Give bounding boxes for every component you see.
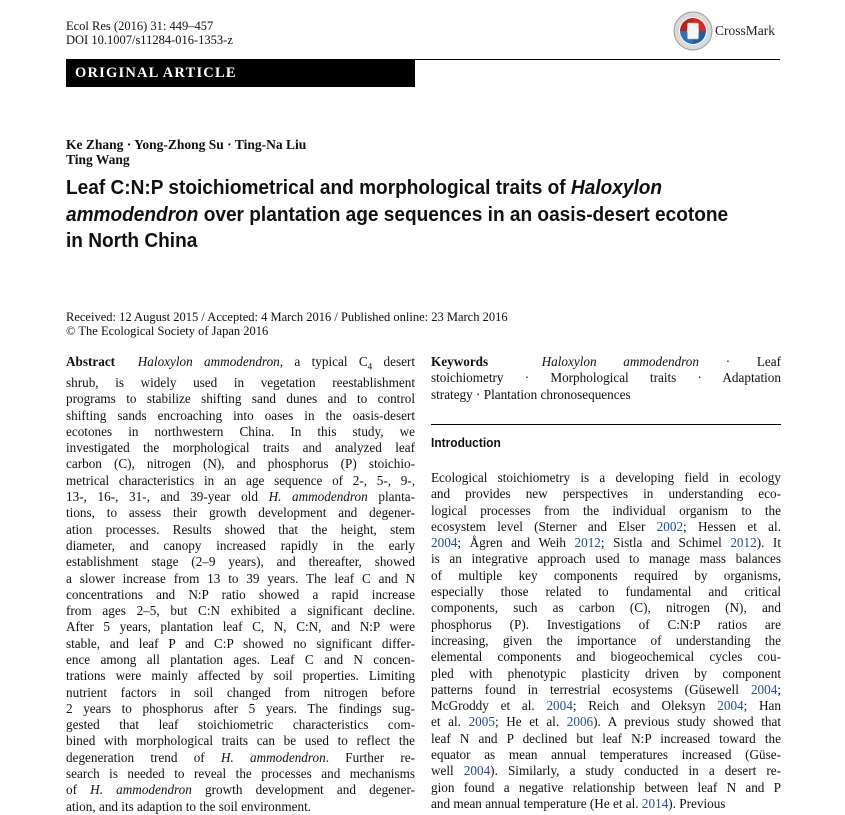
citation-link[interactable]: 2004 xyxy=(546,698,573,714)
introduction-line: is an integrative approach used to manage mass balances xyxy=(431,551,781,567)
publication-history: Received: 12 August 2015 / Accepted: 4 March 2016 / Published online: 23 March 2016 xyxy=(66,310,508,324)
introduction-line: et al. 2005; He et al. 2006). A previous study showed that xyxy=(431,714,781,730)
introduction-line: pled with phenotypic plasticity driven by component xyxy=(431,665,781,681)
article-type-bar xyxy=(66,59,415,87)
abstract-line: Abstract Haloxylon ammodendron, a typical $C_4$ desert xyxy=(66,354,415,372)
introduction-line: of multiple key components required by organisms, xyxy=(431,567,781,583)
introduction-line: logical processes from the individual organism to the xyxy=(431,502,781,518)
title-species-epithet: ammodendron xyxy=(66,202,199,226)
keywords-line-3: strategy · Plantation chronosequences xyxy=(431,386,631,402)
abstract-line: ence among all plantation ages. Leaf C and N concen- xyxy=(66,651,415,667)
abstract-line: concentrations and N:P ratio showed a rapid increase xyxy=(66,586,415,602)
abstract-line: shifting sands encroaching into oases in the oasis-desert xyxy=(66,407,415,423)
citation-link[interactable]: 2004 xyxy=(750,681,778,697)
article-title xyxy=(66,175,736,255)
keyword-species: Haloxylon ammodendron xyxy=(541,354,699,369)
header-rule xyxy=(415,59,780,60)
authors-line-2: Ting Wang xyxy=(66,152,130,167)
abstract-line: programs to stabilize shifting sand dunes and to control xyxy=(66,391,415,407)
abstract-line: diameter, and canopy increased rapidly in the early xyxy=(66,537,415,553)
abstract-line: stable, and leaf P and C:P showed no significant differ- xyxy=(66,635,415,651)
citation-link[interactable]: 2004 xyxy=(431,535,458,551)
citation-link[interactable]: 2014 xyxy=(641,795,669,811)
abstract-line: a slower increase from 13 to 39 years. The leaf C and N xyxy=(66,570,415,586)
title-part: Leaf C:N:P stoichiometrical and morphological traits of xyxy=(66,176,571,199)
abstract-line: 2 years to phosphorus after 5 years. The findings sug- xyxy=(66,700,415,716)
article-type: ORIGINAL ARTICLE xyxy=(75,65,237,81)
citation-link[interactable]: 2012 xyxy=(730,535,757,551)
section-rule xyxy=(431,424,781,425)
abstract-line: shrub, is widely used in vegetation reestablishment xyxy=(66,374,415,390)
abstract-line: search is needed to reveal the processes and mechanisms xyxy=(66,766,415,782)
introduction-line: increasing, given the importance of understanding the xyxy=(431,632,781,648)
introduction-line: especially those related to fundamental and critical xyxy=(431,584,781,600)
abstract-line: metrical characteristics in an age sequence of 2-, 5-, 9-, xyxy=(66,472,415,488)
abstract-line: ecotones in northwestern China. In this study, we xyxy=(66,423,415,439)
introduction-line: leaf N and P declined but leaf N:P increased toward the xyxy=(431,730,781,746)
publication-dates xyxy=(66,310,508,338)
abstract-line: gested that leaf stoichiometric characteristics com- xyxy=(66,717,415,733)
introduction-line: gion found a negative relationship between leaf N and P xyxy=(431,779,781,795)
abstract-line: nutrient factors in soil changed from nitrogen before xyxy=(66,684,415,700)
abstract-line: of H. ammodendron growth development and degener- xyxy=(66,782,415,798)
abstract-line: trations were mainly affected by soil properties. Limiting xyxy=(66,668,415,684)
title-part: in North China xyxy=(66,229,198,252)
keywords xyxy=(431,354,781,403)
introduction-line: 2004; Ågren and Weih 2012; Sistla and Schimel 2012). It xyxy=(431,535,781,551)
citation-link[interactable]: 2004 xyxy=(717,698,744,714)
abstract-line: bined with morphological traits can be used to reflect the xyxy=(66,733,415,749)
citation-link[interactable]: 2006 xyxy=(566,714,594,730)
abstract-line: 13-, 16-, 31-, and 39-year old H. ammodendron planta- xyxy=(66,489,415,505)
crossmark-label: CrossMark xyxy=(715,23,775,38)
abstract-line: investigated the morphological traits and analyzed leaf xyxy=(66,440,415,456)
introduction-line: McGroddy et al. 2004; Reich and Oleksyn 2004; Han xyxy=(431,698,782,714)
abstract-line: ation processes. Results showed that the height, stem xyxy=(66,521,415,537)
crossmark-badge[interactable] xyxy=(673,11,775,51)
title-species-genus: Haloxylon xyxy=(570,176,663,199)
introduction-line: patterns found in terrestrial ecosystems (Güsewell 2004; xyxy=(431,681,781,697)
crossmark-icon xyxy=(673,11,713,51)
keyword: · Leaf xyxy=(699,354,782,369)
abstract-line: carbon (C), nitrogen (N), and phosphorus (P) stoichio- xyxy=(66,456,415,472)
citation-link[interactable]: 2004 xyxy=(463,763,491,779)
keywords-line-2: stoichiometry · Morphological traits · Adaptation xyxy=(431,370,781,386)
introduction-line: and provides new perspectives in understanding eco- xyxy=(431,486,781,502)
abstract-line: degeneration trend of H. ammodendron. Further re- xyxy=(66,749,415,765)
citation-link[interactable]: 2005 xyxy=(468,714,495,730)
citation-link[interactable]: 2012 xyxy=(574,535,601,551)
introduction-body xyxy=(431,470,781,812)
copyright: © The Ecological Society of Japan 2016 xyxy=(66,324,269,338)
abstract-line: ation, and its adaption to the soil environment. xyxy=(66,798,312,814)
introduction-line: elemental components and biogeochemical cycles cou- xyxy=(431,649,781,665)
doi[interactable]: DOI 10.1007/s11284-016-1353-z xyxy=(66,33,233,47)
introduction-line: and mean annual temperature (He et al. 2014). Previous xyxy=(431,795,726,811)
abstract xyxy=(66,354,415,815)
introduction-line: equator as mean annual temperatures increased (Güse- xyxy=(431,747,781,763)
introduction-heading: Introduction xyxy=(431,435,501,450)
abstract-label: Abstract xyxy=(66,354,116,369)
journal-citation: Ecol Res (2016) 31: 449–457 xyxy=(66,19,214,33)
authors-line-1: Ke Zhang · Yong-Zhong Su · Ting-Na Liu xyxy=(66,137,307,152)
authors xyxy=(66,137,306,167)
introduction-line: phosphorus (P). Investigations of C:N:P ratios are xyxy=(431,616,781,632)
abstract-line: After 5 years, plantation leaf C, N, C:N, and N:P were xyxy=(66,619,415,635)
journal-meta xyxy=(66,19,233,47)
introduction-line: ecosystem level (Sterner and Elser 2002; Hessen et al. xyxy=(431,518,781,534)
abstract-line: from ages 2–5, but C:N exhibited a significant decline. xyxy=(66,603,415,619)
abstract-line: establishment stage (2–9 years), and thereafter, showed xyxy=(66,554,415,570)
introduction-line: Ecological stoichiometry is a developing field in ecology xyxy=(431,470,781,485)
introduction-line: components, such as carbon (C), nitrogen (N), and xyxy=(431,600,781,616)
abstract-line: tions, to assess their growth development and degener- xyxy=(66,505,415,521)
title-part: over plantation age sequences in an oasis-desert ecotone xyxy=(198,202,729,226)
introduction-line: well 2004). Similarly, a study conducted in a desert re- xyxy=(431,763,781,779)
citation-link[interactable]: 2002 xyxy=(656,518,684,534)
keywords-label: Keywords xyxy=(431,354,489,369)
